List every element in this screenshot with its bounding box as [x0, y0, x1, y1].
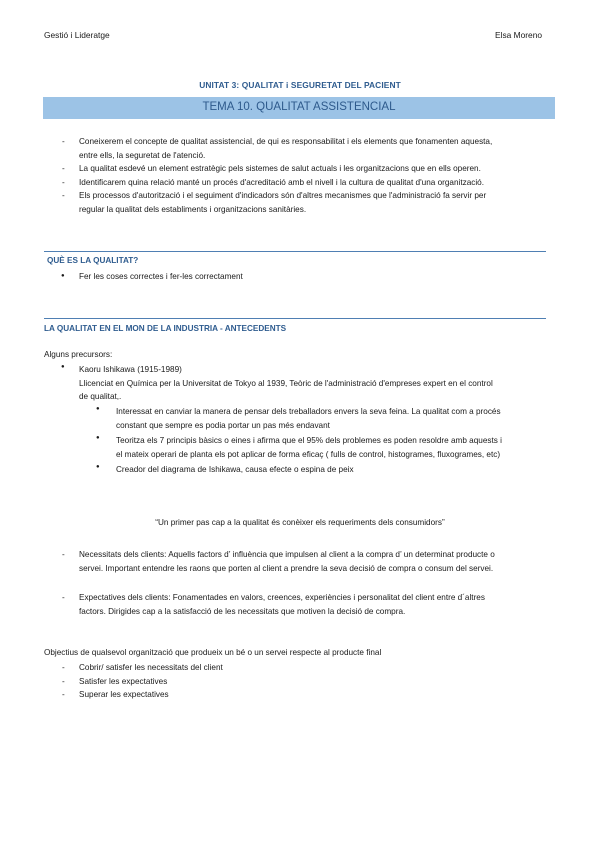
precursor-name: Kaoru Ishikawa (1915-1989)	[79, 365, 182, 374]
needs-list	[79, 548, 559, 575]
sub-bullet-list	[116, 405, 561, 477]
section-divider	[44, 318, 546, 319]
header-course: Gestió i Lideratge	[44, 30, 110, 40]
tema-title: TEMA 10. QUALITAT ASSISTENCIAL	[202, 101, 396, 113]
objectius-list	[79, 661, 559, 702]
objectius-item: - Superar les expectatives	[79, 688, 559, 702]
needs-list	[79, 591, 559, 618]
section-title-que-es: QUÈ ES LA QUALITAT?	[47, 256, 139, 265]
header-author: Elsa Moreno	[495, 30, 543, 40]
precursor-item	[79, 363, 559, 404]
sub-bullet-item: Creador del diagrama de Ishikawa, causa efecte o espina de peix	[116, 465, 354, 475]
section-title-antecedents: LA QUALITAT EN EL MON DE LA INDUSTRIA - ANTECEDENTS	[44, 324, 287, 333]
unit-title: UNITAT 3: QUALITAT i SEGURETAT DEL PACIENT	[199, 80, 401, 90]
objectives-list	[79, 135, 559, 217]
quote: “Un primer pas cap a la qualitat és conèixer els requeriments dels consumidors”	[155, 518, 445, 527]
precursor-bio-line: de qualitat,.	[79, 392, 122, 402]
precursor-bio-line: Llicenciat en Química per la Universitat de Tokyo al 1939, Teòric de l'administració d'empreses expert en el control	[79, 378, 493, 388]
needs-item: - Expectatives dels clients: Fonamentades en valors, creences, experiències i personalitat del client entre d´altres factors. Dirigides cap a la satisfacció de les necessitats que motiven la decisió de compra.	[79, 591, 559, 618]
precursors-label: Alguns precursors:	[44, 350, 113, 359]
objective-item: - Identificarem quina relació manté un procés d'acreditació amb el nivell i la cultura de qualitat d'una organització.	[79, 176, 559, 190]
sub-bullet-item: Interessat en canviar la manera de pensar dels treballadors envers la seva feina. La qualitat com a procés constant que sempre es podia portar un pas més endavant	[116, 407, 501, 430]
section-divider	[44, 251, 546, 252]
bullet-item: Fer les coses correctes i fer-les correctament	[79, 272, 243, 281]
objectius-intro: Objectius de qualsevol organització que produeix un bé o un servei respecte al producte final	[44, 648, 382, 657]
needs-item: - Necessitats dels clients: Aquells factors d’ influència que impulsen al client a la compra d’ un determinat producte o servei. Important entendre les raons que porten al client a prendre la seva decisió de compra o consum del servei.	[79, 548, 559, 575]
objective-item: - Coneixerem el concepte de qualitat assistencial, de qui es responsabilitat i els elements que fonamenten aquesta, entre ells, la seguretat de l'atenció.	[79, 135, 559, 162]
sub-bullet-item: Teoritza els 7 principis bàsics o eines i afirma que el 95% dels problemes es poden resoldre amb aquests i el mateix operari de planta els pot aplicar de forma eficaç ( fulls de control, histogrames, fluxogrames, etc)	[116, 436, 502, 459]
objectius-item: - Cobrir/ satisfer les necessitats del client	[79, 661, 559, 675]
objectius-item: - Satisfer les expectatives	[79, 675, 559, 689]
objective-item: - Els processos d'autorització i el seguiment d'indicadors són d'altres mecanismes que l'administració fa servir per regular la qualitat dels establiments i organitzacions sanitàries.	[79, 189, 559, 216]
objective-item: - La qualitat esdevé un element estratègic pels sistemes de salut actuals i les organitzacions que en ells operen.	[79, 162, 559, 176]
